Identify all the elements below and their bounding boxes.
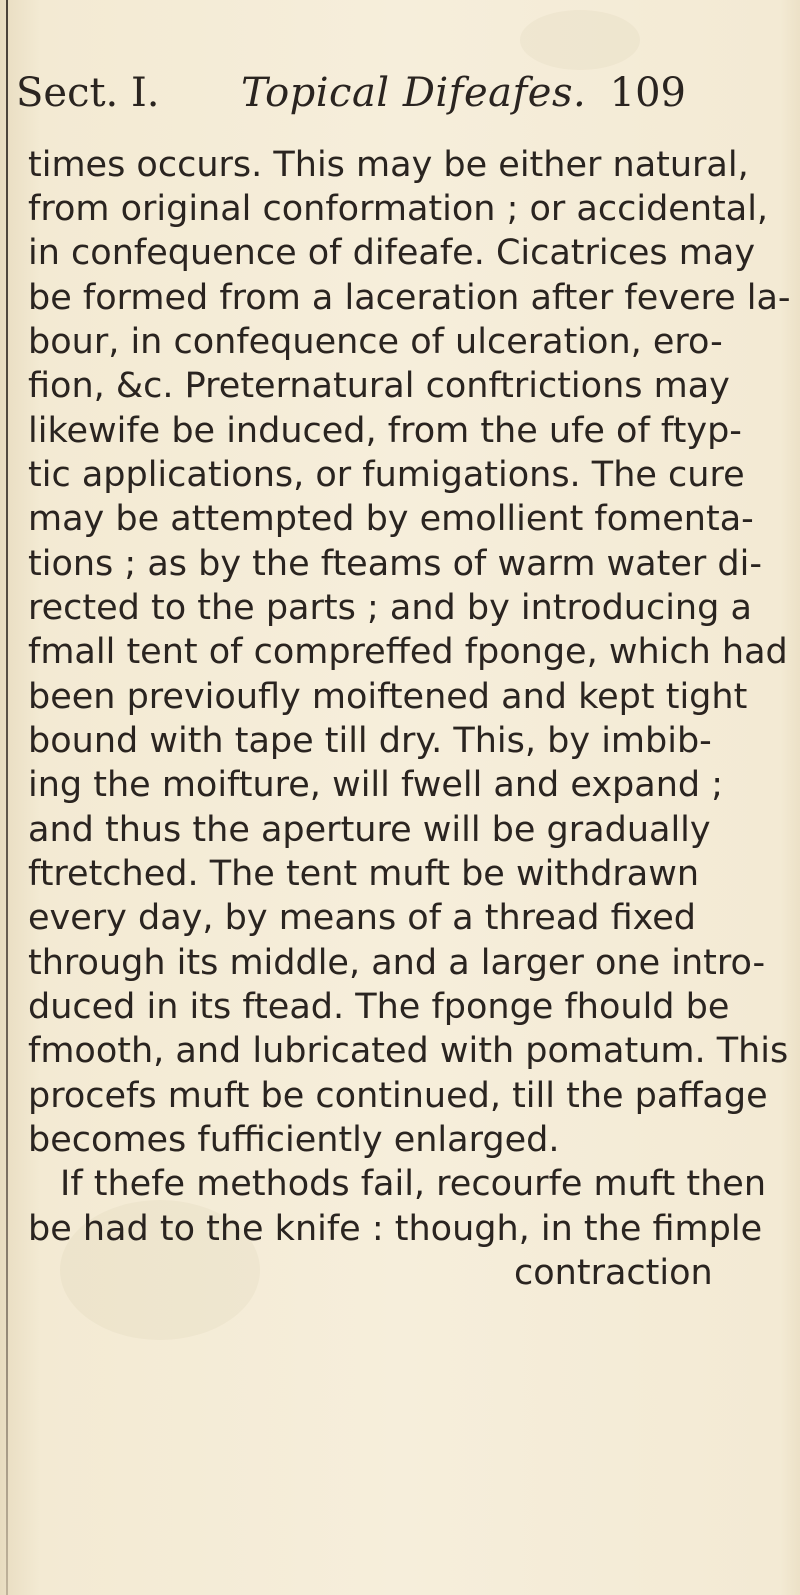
paper-stain xyxy=(520,10,640,70)
text-line: been previoufly moiftened and kept tight xyxy=(28,677,748,717)
text-line: ftretched. The tent muft be withdrawn xyxy=(28,854,700,894)
section-label: Sect. I. xyxy=(16,70,160,116)
text-line: tions ; as by the fteams of warm water di- xyxy=(28,544,762,584)
text-line: tic applications, or fumigations. The cure xyxy=(28,455,745,495)
text-line: procefs muft be continued, till the paffage xyxy=(28,1076,768,1116)
text-line: becomes fufficiently enlarged. xyxy=(28,1120,560,1160)
text-line: be had to the knife : though, in the fimple xyxy=(28,1209,763,1249)
text-line: likewife be induced, from the ufe of ftyp- xyxy=(28,411,742,451)
text-line: may be attempted by emollient fomenta- xyxy=(28,499,754,539)
text-line: fmooth, and lubricated with pomatum. This xyxy=(28,1031,789,1071)
text-line: be formed from a laceration after fevere la- xyxy=(28,278,791,318)
running-title: Topical Difeafes. xyxy=(241,70,587,116)
text-line: from original conformation ; or accidental, xyxy=(28,189,769,229)
page-number: 109 xyxy=(609,70,686,116)
text-line: duced in its ftead. The fponge fhould be xyxy=(28,987,730,1027)
text-line: ing the moifture, will fwell and expand ; xyxy=(28,765,724,805)
text-line: bound with tape till dry. This, by imbib- xyxy=(28,721,712,761)
binding-edge xyxy=(6,0,8,1595)
text-line: and thus the aperture will be gradually xyxy=(28,810,711,850)
text-line: If thefe methods fail, recourfe muft then xyxy=(60,1164,766,1204)
text-line: every day, by means of a thread fixed xyxy=(28,898,697,938)
catchword: contraction xyxy=(514,1253,713,1293)
text-line: rected to the parts ; and by introducing a xyxy=(28,588,752,628)
text-line: in confequence of difeafe. Cicatrices may xyxy=(28,233,756,273)
text-line: through its middle, and a larger one intro- xyxy=(28,943,766,983)
text-line: bour, in confequence of ulceration, ero- xyxy=(28,322,723,362)
running-header xyxy=(16,70,686,120)
text-line: fion, &c. Preternatural conftrictions may xyxy=(28,366,730,406)
text-line: fmall tent of compreffed fponge, which had xyxy=(28,632,788,672)
text-line: times occurs. This may be either natural, xyxy=(28,145,749,185)
